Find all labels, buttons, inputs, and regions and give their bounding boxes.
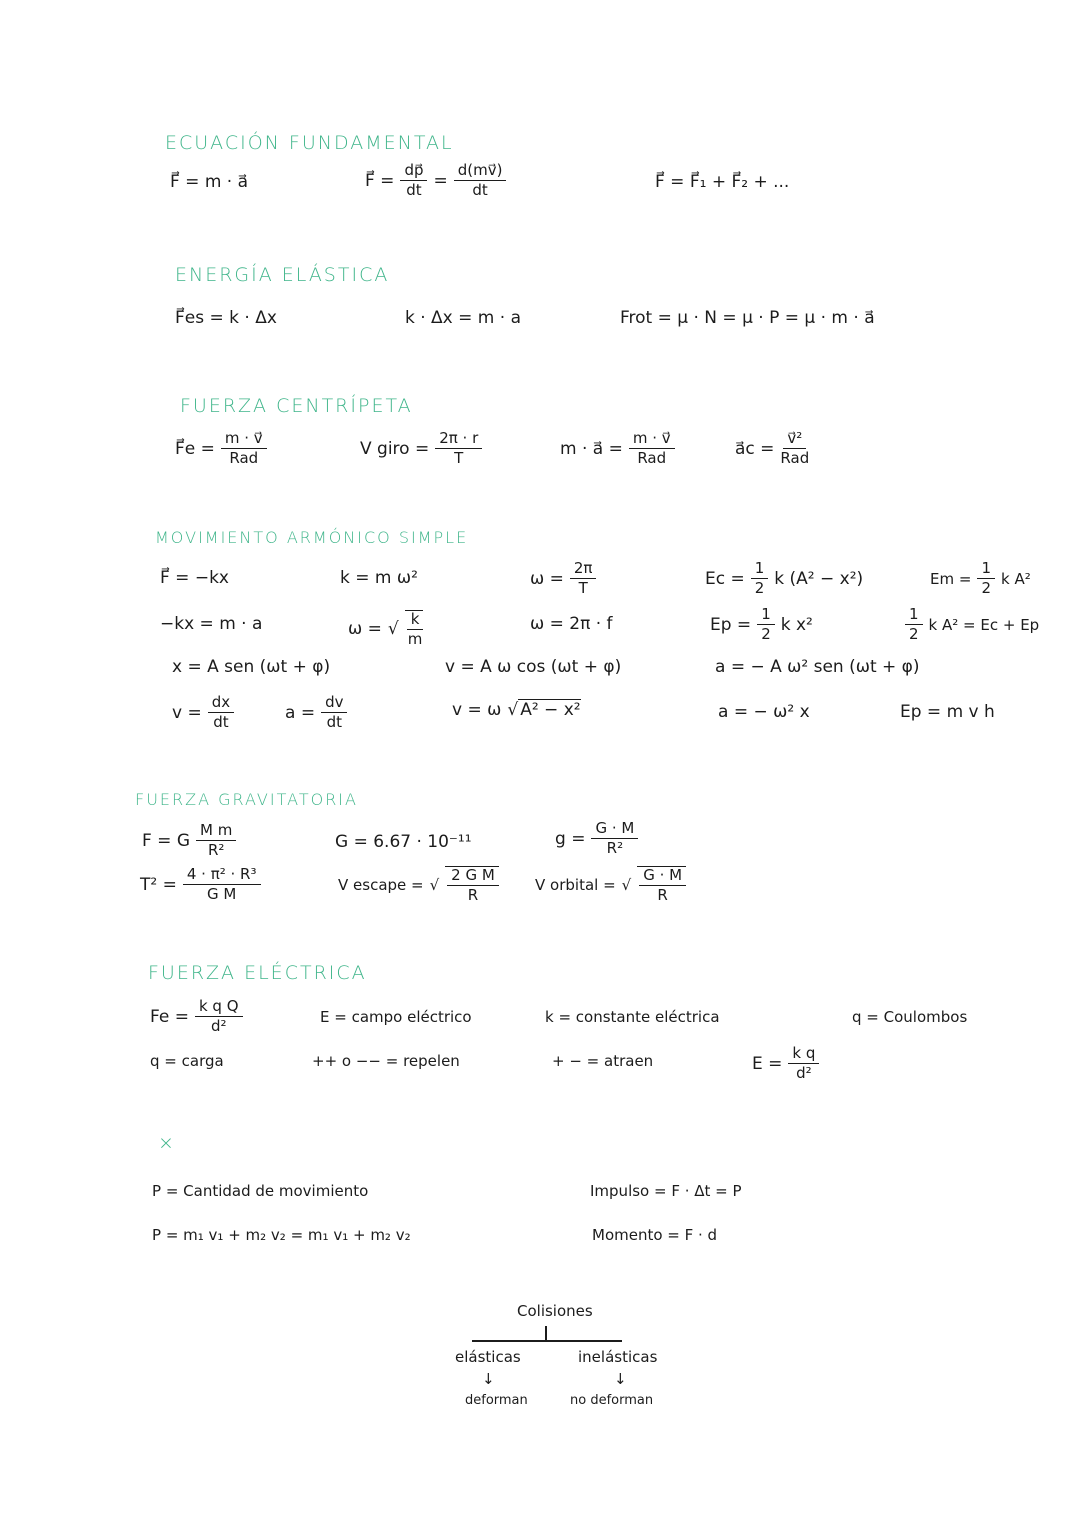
numerator: 1 [757, 606, 775, 625]
heading-fuerza-centripeta: FUERZA CENTRÍPETA [180, 395, 413, 417]
tree-node-inelasticas: inelásticas [578, 1348, 658, 1366]
heading-ecuacion-fundamental: ECUACIÓN FUNDAMENTAL [165, 132, 454, 154]
note-campo-electrico: E = campo eléctrico [320, 1008, 472, 1026]
denominator: 2 [754, 579, 765, 598]
formula-momento: Momento = F · d [592, 1226, 718, 1244]
fraction [591, 820, 638, 858]
numerator: G · M [591, 820, 638, 839]
heading-fuerza-electrica: FUERZA ELÉCTRICA [148, 962, 367, 984]
fraction [780, 430, 809, 468]
formula-v-sqrt: v = ω √ A² − x² [452, 700, 581, 720]
lhs: v = [172, 702, 202, 723]
denominator: R [467, 886, 479, 905]
formula-ma-centripetal [560, 430, 675, 468]
fraction [405, 610, 424, 649]
numerator: 2 G M [447, 867, 499, 886]
lhs: Em = [930, 569, 972, 588]
formula-momentum-derivative [365, 162, 506, 200]
fraction [183, 866, 261, 904]
lhs: m · a⃗ = [560, 438, 623, 459]
formula-friction: Frot = μ · N = μ · P = μ · m · a⃗ [620, 308, 875, 328]
numerator: 2π [570, 560, 597, 579]
lhs: g = [555, 828, 586, 849]
formula-ep [710, 606, 813, 644]
denominator: T [578, 579, 588, 598]
numerator: 4 · π² · R³ [183, 866, 261, 885]
lhs: a = [285, 702, 316, 723]
note-repelen: ++ o −− = repelen [312, 1052, 460, 1070]
formula-velocity: v = A ω cos (ωt + φ) [445, 657, 622, 677]
formula-position: x = A sen (ωt + φ) [172, 657, 331, 677]
equals: = [433, 170, 448, 191]
formula-centripetal-acceleration [735, 430, 809, 468]
numerator: d(mv⃗) [454, 162, 507, 181]
formula-omega-sqrt: ω = √ $\frac{k}{m}$ [348, 610, 423, 649]
numerator: 2π · r [435, 430, 482, 449]
heading-energia-elastica: ENERGÍA ELÁSTICA [175, 264, 390, 286]
formula-v-derivative [172, 694, 234, 732]
lhs: F⃗ = [365, 170, 395, 191]
note-carga: q = carga [150, 1052, 224, 1070]
lhs: ω = [530, 568, 564, 589]
denominator: 2 [761, 625, 771, 644]
fraction [321, 694, 347, 732]
formula-g-constant: G = 6.67 · 10⁻¹¹ [335, 832, 472, 852]
lhs: V escape = [338, 876, 424, 895]
formula-energy-conservation [905, 606, 1039, 644]
fraction [570, 560, 597, 598]
arrow-down-icon: ↓ [614, 1370, 627, 1388]
lhs: V giro = [360, 438, 430, 459]
formula-kx-ma: k · Δx = m · a [405, 308, 521, 328]
rhs: k A² [1000, 569, 1031, 588]
heading-fuerza-gravitatoria: FUERZA GRAVITATORIA [135, 790, 358, 809]
denominator: G M [207, 885, 237, 904]
lhs: Fe = [150, 1006, 189, 1027]
denominator: dt [472, 181, 488, 200]
rhs: k A² = Ec + Ep [928, 615, 1040, 634]
fraction [445, 866, 499, 905]
formula-momentum-conservation: P = m₁ v₁ + m₂ v₂ = m₁ v₁ + m₂ v₂ [152, 1226, 411, 1244]
fraction [905, 606, 923, 644]
formula-v-giro [360, 430, 482, 468]
numerator: 1 [751, 560, 769, 579]
formula-g-field [555, 820, 638, 858]
tree-connector [545, 1326, 547, 1340]
fraction [435, 430, 482, 468]
numerator: dp⃗ [400, 162, 427, 181]
formula-v-escape: V escape = √ $\frac{\text{2 G M}}{R}$ [338, 866, 499, 905]
note-cantidad-movimiento: P = Cantidad de movimiento [152, 1182, 369, 1200]
fraction [757, 606, 775, 644]
formula-coulomb [150, 998, 243, 1036]
formula-force-sum: F⃗ = F⃗₁ + F⃗₂ + ... [655, 172, 790, 192]
tree-root-colisiones: Colisiones [517, 1302, 593, 1320]
fraction [788, 1045, 819, 1083]
denominator: d² [796, 1064, 812, 1083]
lhs: V orbital = [535, 876, 616, 895]
numerator: M m [196, 822, 236, 841]
formula-ec [705, 560, 863, 598]
lhs: a⃗c = [735, 438, 775, 459]
fraction [208, 694, 234, 732]
radicand: A² − x² [520, 700, 581, 720]
numerator: k q [788, 1045, 819, 1064]
denominator: 2 [981, 579, 991, 598]
heading-mas: MOVIMIENTO ARMÓNICO SIMPLE [155, 528, 469, 547]
fraction [400, 162, 427, 200]
rhs: k x² [780, 614, 813, 635]
formula-acceleration: a = − A ω² sen (ωt + φ) [715, 657, 920, 677]
numerator: 1 [977, 560, 995, 579]
formula-v-orbital: V orbital = √ $\frac{G \cdot M}{R}$ [535, 866, 686, 905]
rhs: k (A² − x²) [774, 568, 864, 589]
lhs: ω = [348, 619, 382, 640]
lhs: T² = [140, 874, 177, 895]
formula-impulso: Impulso = F · Δt = P [590, 1182, 742, 1200]
formula-a-omega: a = − ω² x [718, 702, 810, 722]
numerator: dx [208, 694, 234, 713]
numerator: dv [321, 694, 347, 713]
denominator: R² [606, 839, 624, 858]
tree-leaf-no-deforman: no deforman [570, 1393, 654, 1408]
note-coulombos: q = Coulombos [852, 1008, 968, 1026]
denominator: dt [406, 181, 422, 200]
numerator: k q Q [195, 998, 243, 1017]
formula-omega-frequency: ω = 2π · f [530, 614, 613, 634]
numerator: k [407, 611, 424, 630]
formula-electric-field [752, 1045, 819, 1083]
fraction [196, 822, 236, 860]
denominator: Rad [229, 449, 259, 468]
denominator: Rad [780, 449, 810, 468]
tree-branch-line [472, 1340, 622, 1342]
fraction [629, 430, 675, 468]
denominator: R [657, 886, 668, 905]
formula-gravitation [142, 822, 236, 860]
fraction [195, 998, 243, 1036]
lhs: F⃗e = [175, 438, 215, 459]
numerator: v⃗² [783, 430, 806, 449]
formula-kx-ma-mas: −kx = m · a [160, 614, 263, 634]
formula-kepler [140, 866, 261, 904]
lhs: v = ω [452, 700, 502, 720]
numerator: m · v⃗ [629, 430, 675, 449]
arrow-down-icon: ↓ [482, 1370, 495, 1388]
denominator: dt [213, 713, 229, 732]
numerator: m · v⃗ [221, 430, 267, 449]
formula-a-derivative [285, 694, 347, 732]
note-atraen: + − = atraen [552, 1052, 654, 1070]
tree-leaf-deforman: deforman [465, 1393, 528, 1408]
formula-mas-force: F⃗ = −kx [160, 568, 229, 588]
formula-newton: F⃗ = m · a⃗ [170, 172, 249, 192]
denominator: Rad [637, 449, 667, 468]
denominator: R² [207, 841, 225, 860]
numerator: G · M [639, 867, 686, 886]
lhs: F = G [142, 830, 191, 851]
denominator: 2 [909, 625, 919, 644]
fraction [751, 560, 769, 598]
lhs: Ep = [710, 614, 752, 635]
formula-centripetal-force [175, 430, 267, 468]
note-constante-electrica: k = constante eléctrica [545, 1008, 720, 1026]
lhs: E = [752, 1053, 783, 1074]
formula-k: k = m ω² [340, 568, 418, 588]
denominator: T [454, 449, 464, 468]
numerator: 1 [905, 606, 923, 625]
formula-hooke: F⃗es = k · Δx [175, 308, 277, 328]
formula-em [930, 560, 1031, 598]
tree-node-elasticas: elásticas [455, 1348, 521, 1366]
denominator: d² [210, 1017, 227, 1036]
fraction [977, 560, 995, 598]
fraction [637, 866, 686, 905]
formula-ep-gravity: Ep = m v h [900, 702, 995, 722]
formula-omega-period [530, 560, 596, 598]
denominator: dt [326, 713, 342, 732]
fraction [454, 162, 507, 200]
lhs: Ec = [705, 568, 745, 589]
heading-cross: × [158, 1132, 176, 1154]
fraction [221, 430, 267, 468]
denominator: m [407, 630, 423, 649]
